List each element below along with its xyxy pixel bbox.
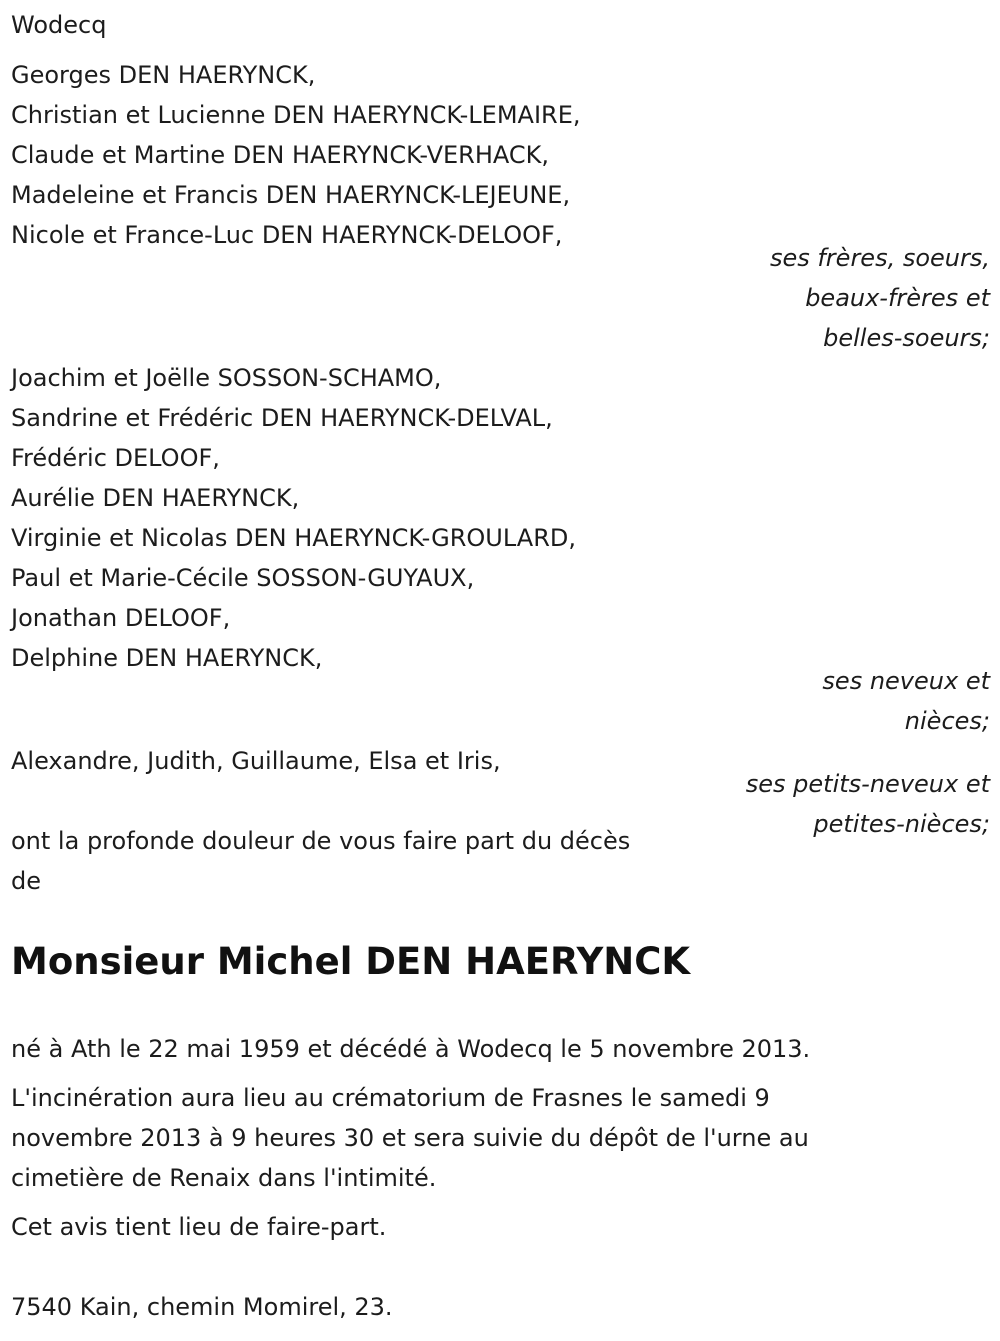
grand-nephews-line: Alexandre, Judith, Guillaume, Elsa et Iris, xyxy=(11,747,501,775)
nephew-line: Virginie et Nicolas DEN HAERYNCK-GROULARD, xyxy=(11,524,576,552)
nephew-line: Aurélie DEN HAERYNCK, xyxy=(11,484,300,512)
ceremony-line: novembre 2013 à 9 heures 30 et sera suivie du dépôt de l'urne au xyxy=(11,1124,809,1152)
announcement-line: de xyxy=(11,867,41,895)
ceremony-line: cimetière de Renaix dans l'intimité. xyxy=(11,1164,437,1192)
place-heading: Wodecq xyxy=(11,11,107,39)
announcement-line: ont la profonde douleur de vous faire part du décès xyxy=(11,827,631,855)
grand-nephews-relation-line: ses petits-neveux et xyxy=(745,770,990,798)
nephew-line: Joachim et Joëlle SOSSON-SCHAMO, xyxy=(11,364,442,392)
sibling-line: Claude et Martine DEN HAERYNCK-VERHACK, xyxy=(11,141,550,169)
nephew-line: Jonathan DELOOF, xyxy=(11,604,231,632)
notice-line: Cet avis tient lieu de faire-part. xyxy=(11,1213,387,1241)
nephew-line: Paul et Marie-Cécile SOSSON-GUYAUX, xyxy=(11,564,475,592)
birth-death-line: né à Ath le 22 mai 1959 et décédé à Wodecq le 5 novembre 2013. xyxy=(11,1035,811,1063)
nephew-line: Frédéric DELOOF, xyxy=(11,444,220,472)
sibling-line: Georges DEN HAERYNCK, xyxy=(11,61,316,89)
address-line: 7540 Kain, chemin Momirel, 23. xyxy=(11,1293,393,1321)
grand-nephews-relation-line: petites-nièces; xyxy=(813,810,990,838)
nephews-relation-line: nièces; xyxy=(904,707,990,735)
sibling-line: Christian et Lucienne DEN HAERYNCK-LEMAIRE, xyxy=(11,101,581,129)
siblings-relation-line: belles-soeurs; xyxy=(823,324,990,352)
siblings-relation-line: beaux-frères et xyxy=(805,284,990,312)
siblings-relation-line: ses frères, soeurs, xyxy=(769,244,990,272)
nephew-line: Sandrine et Frédéric DEN HAERYNCK-DELVAL, xyxy=(11,404,553,432)
nephews-relation-line: ses neveux et xyxy=(822,667,990,695)
ceremony-line: L'incinération aura lieu au crématorium de Frasnes le samedi 9 xyxy=(11,1084,770,1112)
sibling-line: Madeleine et Francis DEN HAERYNCK-LEJEUNE, xyxy=(11,181,571,209)
sibling-line: Nicole et France-Luc DEN HAERYNCK-DELOOF, xyxy=(11,221,563,249)
nephew-line: Delphine DEN HAERYNCK, xyxy=(11,644,323,672)
deceased-name: Monsieur Michel DEN HAERYNCK xyxy=(11,940,691,983)
